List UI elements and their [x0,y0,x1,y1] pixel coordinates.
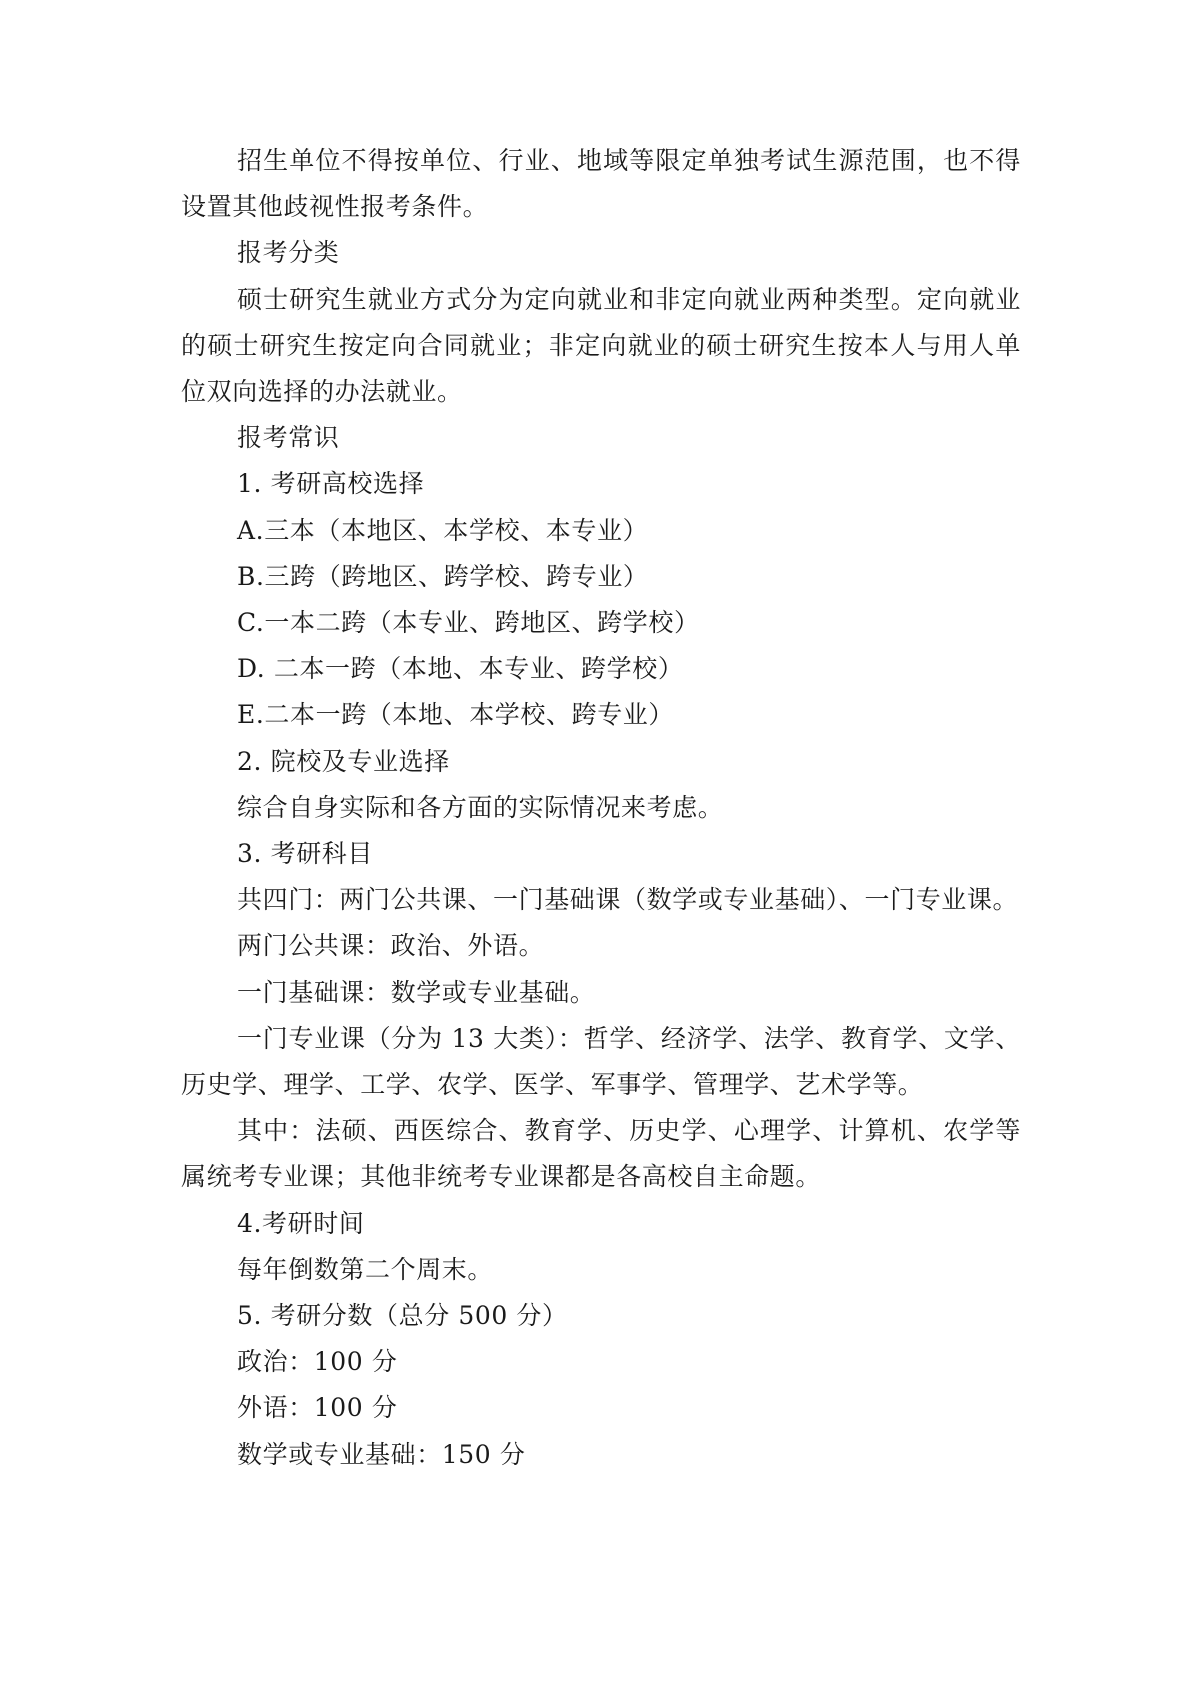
option-d: D. 二本一跨（本地、本专业、跨学校） [237,654,684,684]
heading-application-knowledge: 报考常识 [237,423,340,453]
paragraph-basic-course: 一门基础课：数学或专业基础。 [237,977,596,1007]
heading-exam-time: 4.考研时间 [237,1208,365,1238]
document-body [181,138,1021,1478]
option-e: E.二本一跨（本地、本学校、跨专业） [237,700,674,730]
paragraph-employment-types: 硕士研究生就业方式分为定向就业和非定向就业两种类型。定向就业的硕士研究生按定向合同就业；非定向就业的硕士研究生按本人与用人单位双向选择的办法就业。 [181,284,1021,407]
heading-application-categories: 报考分类 [237,238,340,268]
score-politics: 政治：100 分 [237,1347,398,1377]
score-math-or-basic: 数学或专业基础：150 分 [237,1439,526,1469]
option-a: A.三本（本地区、本学校、本专业） [237,515,649,545]
heading-university-selection: 1. 考研高校选择 [237,469,425,499]
paragraph-major-course: 一门专业课（分为 13 大类）：哲学、经济学、法学、教育学、文学、历史学、理学、工学、农学、医学、军事学、管理学、艺术学等。 [181,1023,1021,1100]
paragraph-public-courses: 两门公共课：政治、外语。 [237,931,545,961]
option-c: C.一本二跨（本专业、跨地区、跨学校） [237,608,700,638]
paragraph-exam-time: 每年倒数第二个周末。 [237,1254,494,1284]
heading-major-selection: 2. 院校及专业选择 [237,746,450,776]
paragraph-major-selection: 综合自身实际和各方面的实际情况来考虑。 [237,792,724,822]
paragraph-unified-exams: 其中：法硕、西医综合、教育学、历史学、心理学、计算机、农学等属统考专业课；其他非统考专业课都是各高校自主命题。 [181,1116,1021,1192]
score-foreign-language: 外语：100 分 [237,1393,398,1423]
heading-exam-scores: 5. 考研分数（总分 500 分） [237,1301,568,1331]
paragraph-admission-restriction: 招生单位不得按单位、行业、地域等限定单独考试生源范围，也不得设置其他歧视性报考条件。 [181,146,1021,222]
option-b: B.三跨（跨地区、跨学校、跨专业） [237,561,649,591]
paragraph-four-subjects: 共四门：两门公共课、一门基础课（数学或专业基础）、一门专业课。 [237,885,1019,915]
heading-exam-subjects: 3. 考研科目 [237,839,373,869]
